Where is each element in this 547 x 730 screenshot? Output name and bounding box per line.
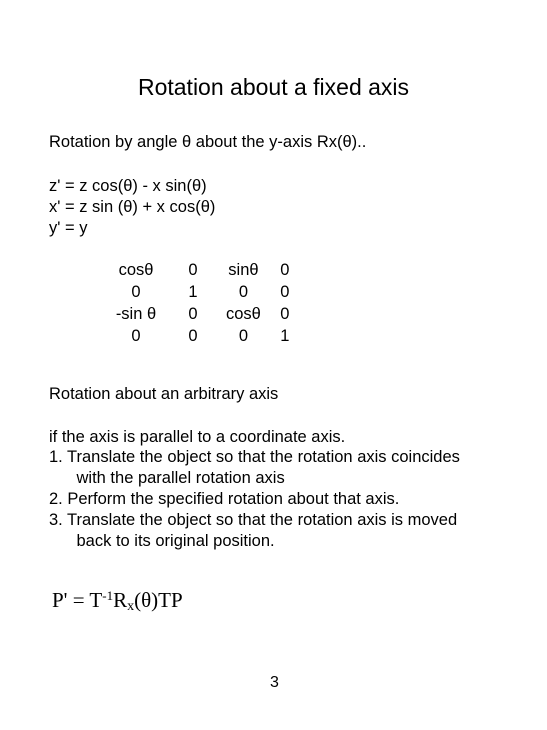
equation-y: y' = y [49,219,88,237]
step-line: 2. Perform the specified rotation about that axis. [49,490,400,508]
step-line: if the axis is parallel to a coordinate axis. [49,428,346,446]
formula-lhs: P' = T [52,588,103,612]
matrix-row [112,325,309,347]
equation-z: z' = z cos(θ) - x sin(θ) [49,177,207,195]
matrix-cell: 0 [188,304,198,323]
step-line: back to its original position. [49,532,275,550]
matrix-cell: 1 [280,326,290,345]
matrix-cell: 0 [188,326,198,345]
step-line: 1. Translate the object so that the rotation axis coincides [49,448,460,466]
formula-exponent: -1 [102,588,114,603]
page-title: Rotation about a fixed axis [137,74,410,100]
matrix-cell: cosθ [118,260,154,279]
formula-subscript: x [127,599,135,614]
matrix-cell: 1 [188,282,198,301]
section-heading: Rotation about an arbitrary axis [49,385,279,403]
formula-r: R [113,588,128,612]
step-line: with the parallel rotation axis [49,469,285,487]
rotation-matrix [112,259,309,347]
matrix-row [112,281,309,303]
step-line: 3. Translate the object so that the rotation axis is moved [49,511,458,529]
matrix-cell: 0 [131,326,141,345]
matrix-row [112,259,309,281]
equation-x: x' = z sin (θ) + x cos(θ) [49,198,216,216]
matrix-cell: 0 [188,260,198,279]
matrix-cell: 0 [280,282,290,301]
matrix-row [112,303,309,325]
matrix-cell: -sin θ [115,304,157,323]
page-number: 3 [270,674,279,691]
formula-rhs: (θ)TP [134,588,183,612]
transform-formula [52,588,183,615]
matrix-cell: 0 [131,282,141,301]
matrix-cell: 0 [280,304,290,323]
matrix-cell: 0 [238,326,249,345]
matrix-cell: sinθ [228,260,259,279]
matrix-cell: 0 [280,260,290,279]
matrix-cell: cosθ [226,304,261,323]
intro-text: Rotation by angle θ about the y-axis Rx(θ).. [49,133,367,151]
matrix-cell: 0 [238,282,249,301]
